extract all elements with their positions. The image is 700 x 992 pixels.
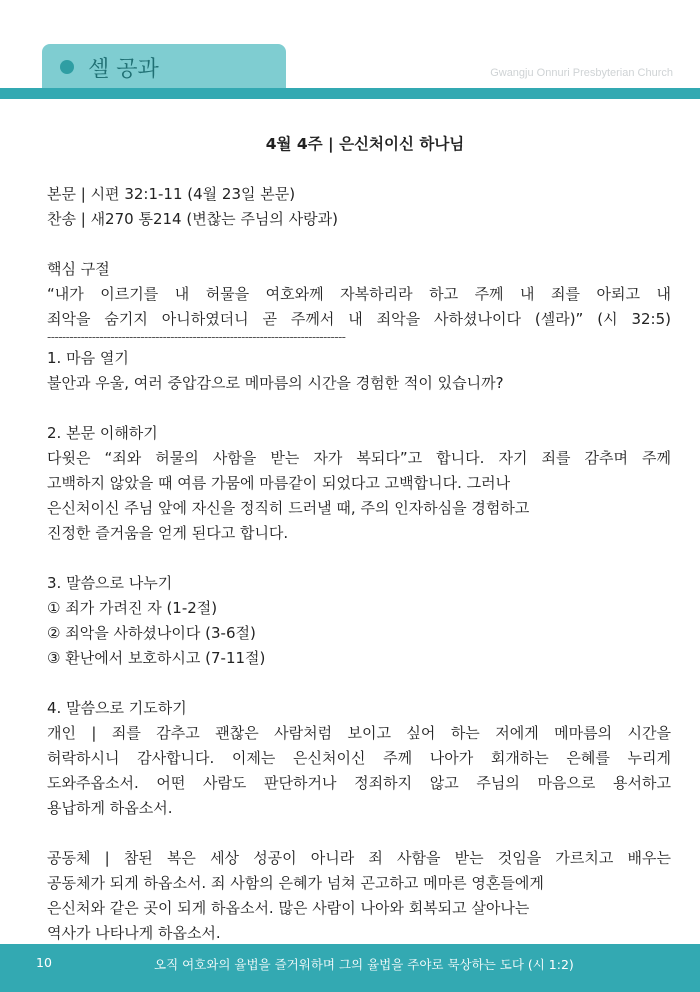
section-body-line: 다윗은 “죄와 허물의 사함을 받는 자가 복되다”고 합니다. 자기 죄를 감추며 주께	[47, 449, 671, 467]
footer-verse: 오직 여호와의 율법을 즐거워하며 그의 율법을 주야로 묵상하는 도다 (시 1:2)	[154, 957, 574, 972]
scripture-reference: 본문 | 시편 32:1-11 (4월 23일 본문)	[47, 185, 296, 203]
lesson-title: 4월 4주 | 은신처이신 하나님	[265, 135, 465, 153]
list-item: ① 죄가 가려진 자 (1-2절)	[47, 599, 218, 617]
church-name: Gwangju Onnuri Presbyterian Church	[490, 67, 673, 79]
header-bar	[0, 88, 700, 99]
prayer-line: 개인 | 죄를 감추고 괜찮은 사람처럼 보이고 싶어 하는 저에게 메마름의 시간을	[47, 724, 671, 742]
section-title: 셀 공과	[88, 57, 159, 82]
prayer-line: 공동체가 되게 하옵소서. 죄 사함의 은혜가 넘쳐 곤고하고 메마른 영혼들에게	[47, 874, 544, 892]
section-body: 불안과 우울, 여러 중압감으로 메마름의 시간을 경험한 적이 있습니까?	[47, 374, 504, 392]
key-verse-line: 죄악을 숨기지 아니하였더니 곧 주께서 내 죄악을 사하셨나이다 (셀라)” (시 32:5)	[47, 310, 671, 328]
key-verse-line: “내가 이르기를 내 허물을 여호와께 자복하리라 하고 주께 내 죄를 아뢰고 내	[47, 285, 671, 303]
footer-bar	[0, 944, 700, 992]
prayer-line: 역사가 나타나게 하옵소서.	[47, 924, 221, 942]
page-number: 10	[36, 955, 52, 970]
section-heading: 4. 말씀으로 기도하기	[47, 699, 187, 717]
section-tab	[42, 44, 286, 88]
list-item: ② 죄악을 사하셨나이다 (3-6절)	[47, 624, 256, 642]
lesson-content	[47, 132, 671, 946]
section-heading: 1. 마음 열기	[47, 349, 129, 367]
section-heading: 3. 말씀으로 나누기	[47, 574, 173, 592]
prayer-line: 허락하시니 감사합니다. 이제는 은신처이신 주께 나아가 회개하는 은혜를 누리게	[47, 749, 671, 767]
key-verse-label: 핵심 구절	[47, 260, 110, 278]
section-body-line: 진정한 즐거움을 얻게 된다고 합니다.	[47, 524, 289, 542]
divider: --------------------------------------------------------------------------------	[47, 332, 346, 344]
section-heading: 2. 본문 이해하기	[47, 424, 158, 442]
prayer-line: 도와주옵소서. 어떤 사람도 판단하거나 정죄하지 않고 주님의 마음으로 용서하고	[47, 774, 671, 792]
prayer-line: 공동체 | 참된 복은 세상 성공이 아니라 죄 사함을 받는 것임을 가르치고 배우는	[47, 849, 671, 867]
section-body-line: 은신처이신 주님 앞에 자신을 정직히 드러낼 때, 주의 인자하심을 경험하고	[47, 499, 530, 517]
bullet-dot-icon	[60, 60, 74, 74]
prayer-line: 용납하게 하옵소서.	[47, 799, 173, 817]
prayer-line: 은신처와 같은 곳이 되게 하옵소서. 많은 사람이 나아와 회복되고 살아나는	[47, 899, 530, 917]
section-body-line: 고백하지 않았을 때 여름 가뭄에 마름같이 되었다고 고백합니다. 그러나	[47, 474, 511, 492]
hymn-reference: 찬송 | 새270 통214 (변찮는 주님의 사랑과)	[47, 210, 338, 228]
list-item: ③ 환난에서 보호하시고 (7-11절)	[47, 649, 266, 667]
